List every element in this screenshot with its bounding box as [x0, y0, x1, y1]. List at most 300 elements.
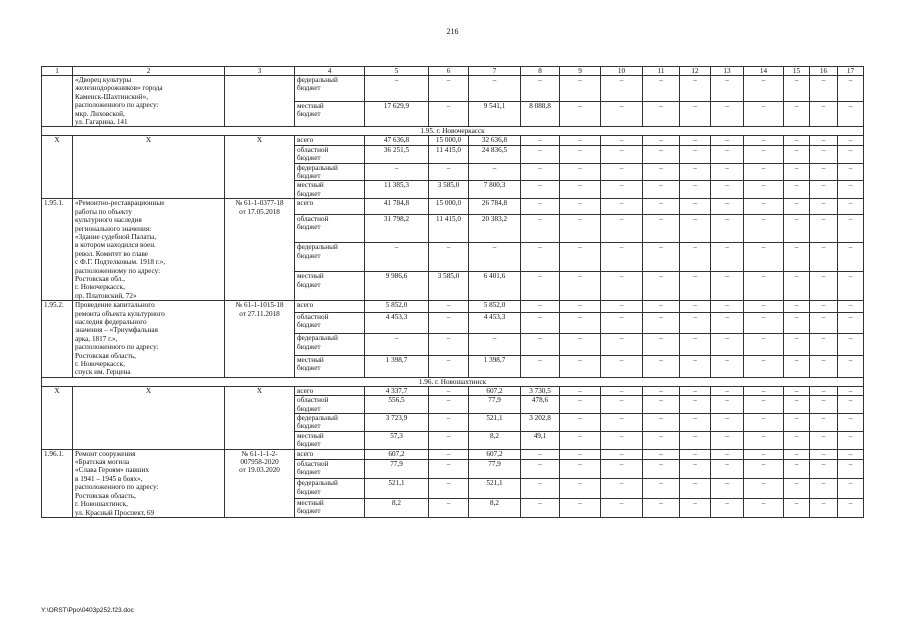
- amount-cell: –: [838, 163, 864, 181]
- amount-cell: –: [560, 498, 601, 517]
- amount-cell: 607,2: [365, 449, 429, 459]
- amount-cell: 20 383,2: [469, 214, 521, 243]
- expertise-document: X: [225, 386, 295, 449]
- amount-cell: 41 784,8: [365, 199, 429, 214]
- amount-cell: –: [838, 356, 864, 378]
- amount-cell: –: [560, 356, 601, 378]
- amount-cell: –: [784, 136, 810, 145]
- amount-cell: –: [744, 101, 784, 127]
- amount-cell: –: [838, 396, 864, 414]
- expertise-document: № 61-1-0377-18 от 17.05.2018: [225, 199, 295, 301]
- amount-cell: –: [521, 199, 560, 214]
- object-description: X: [73, 386, 225, 449]
- amount-cell: –: [643, 214, 680, 243]
- amount-cell: –: [601, 76, 643, 102]
- amount-cell: –: [744, 243, 784, 272]
- funding-source: областной бюджет: [295, 145, 365, 163]
- amount-cell: –: [560, 312, 601, 334]
- object-description: «Дворец культуры железнодорожников» города Каменск-Шахтинский», расположенного по адресу: мкр. Лиховской, ул. Гагарина, 141: [73, 76, 225, 127]
- amount-cell: –: [560, 76, 601, 102]
- funding-source: всего: [295, 199, 365, 214]
- amount-cell: –: [744, 199, 784, 214]
- amount-cell: –: [601, 199, 643, 214]
- amount-cell: –: [643, 243, 680, 272]
- amount-cell: –: [643, 356, 680, 378]
- amount-cell: –: [469, 243, 521, 272]
- amount-cell: –: [711, 334, 744, 356]
- funding-source: областной бюджет: [295, 396, 365, 414]
- amount-cell: –: [521, 449, 560, 459]
- section-header-row: [42, 377, 864, 386]
- amount-cell: –: [810, 163, 838, 181]
- amount-cell: 24 836,5: [469, 145, 521, 163]
- amount-cell: –: [601, 243, 643, 272]
- amount-cell: –: [680, 243, 711, 272]
- object-description: X: [73, 136, 225, 199]
- amount-cell: –: [810, 76, 838, 102]
- amount-cell: –: [680, 76, 711, 102]
- amount-cell: –: [810, 272, 838, 301]
- funding-source: всего: [295, 136, 365, 145]
- amount-cell: –: [838, 449, 864, 459]
- amount-cell: –: [680, 449, 711, 459]
- amount-cell: –: [784, 76, 810, 102]
- column-number: 8: [521, 67, 560, 76]
- amount-cell: –: [680, 272, 711, 301]
- amount-cell: –: [744, 386, 784, 395]
- amount-cell: –: [429, 386, 469, 395]
- amount-cell: –: [643, 396, 680, 414]
- amount-cell: –: [711, 243, 744, 272]
- amount-cell: –: [429, 301, 469, 312]
- amount-cell: –: [680, 301, 711, 312]
- amount-cell: –: [838, 479, 864, 498]
- amount-cell: –: [680, 181, 711, 199]
- amount-cell: 607,2: [469, 449, 521, 459]
- funding-source: федеральный бюджет: [295, 414, 365, 432]
- amount-cell: –: [601, 498, 643, 517]
- section-title: 1.95. г. Новочеркасск: [42, 127, 864, 136]
- funding-source: федеральный бюджет: [295, 76, 365, 102]
- amount-cell: –: [365, 76, 429, 102]
- file-path-footer: Y:\ORST\Ppo\0403p252.f23.doc: [41, 607, 134, 614]
- amount-cell: –: [680, 414, 711, 432]
- financing-table: [41, 66, 864, 518]
- column-number: 4: [295, 67, 365, 76]
- amount-cell: –: [560, 199, 601, 214]
- amount-cell: –: [744, 214, 784, 243]
- amount-cell: –: [429, 101, 469, 127]
- expertise-document: X: [225, 136, 295, 199]
- amount-cell: –: [744, 479, 784, 498]
- amount-cell: –: [601, 396, 643, 414]
- amount-cell: –: [680, 163, 711, 181]
- funding-source: федеральный бюджет: [295, 163, 365, 181]
- amount-cell: 31 798,2: [365, 214, 429, 243]
- amount-cell: –: [810, 312, 838, 334]
- funding-source: местный бюджет: [295, 272, 365, 301]
- amount-cell: –: [784, 479, 810, 498]
- amount-cell: –: [810, 145, 838, 163]
- amount-cell: –: [560, 414, 601, 432]
- amount-cell: –: [744, 76, 784, 102]
- funding-source: местный бюджет: [295, 431, 365, 449]
- amount-cell: –: [680, 199, 711, 214]
- amount-cell: –: [810, 396, 838, 414]
- amount-cell: –: [469, 163, 521, 181]
- amount-cell: –: [469, 334, 521, 356]
- amount-cell: –: [560, 459, 601, 478]
- amount-cell: –: [560, 479, 601, 498]
- amount-cell: –: [601, 414, 643, 432]
- amount-cell: –: [560, 101, 601, 127]
- amount-cell: –: [365, 334, 429, 356]
- item-number: X: [42, 136, 73, 199]
- funding-source: местный бюджет: [295, 356, 365, 378]
- amount-cell: –: [601, 101, 643, 127]
- expertise-document: № 61-1-1015-18 от 27.11.2018: [225, 301, 295, 378]
- amount-cell: –: [521, 243, 560, 272]
- amount-cell: –: [810, 181, 838, 199]
- amount-cell: 26 784,8: [469, 199, 521, 214]
- amount-cell: 9 986,6: [365, 272, 429, 301]
- amount-cell: 521,1: [469, 414, 521, 432]
- amount-cell: –: [711, 101, 744, 127]
- amount-cell: 57,3: [365, 431, 429, 449]
- amount-cell: –: [643, 414, 680, 432]
- amount-cell: –: [711, 356, 744, 378]
- column-number: 5: [365, 67, 429, 76]
- column-number: 2: [73, 67, 225, 76]
- amount-cell: –: [711, 431, 744, 449]
- section-title: 1.96. г. Новошахтинск: [42, 377, 864, 386]
- column-number: 13: [711, 67, 744, 76]
- funding-source: областной бюджет: [295, 312, 365, 334]
- amount-cell: –: [601, 459, 643, 478]
- amount-cell: –: [601, 181, 643, 199]
- amount-cell: –: [429, 356, 469, 378]
- amount-cell: –: [784, 459, 810, 478]
- amount-cell: –: [680, 101, 711, 127]
- table-row: [42, 136, 864, 145]
- item-number: X: [42, 386, 73, 449]
- amount-cell: –: [838, 386, 864, 395]
- amount-cell: –: [784, 272, 810, 301]
- amount-cell: –: [601, 214, 643, 243]
- amount-cell: –: [560, 272, 601, 301]
- amount-cell: 11 415,0: [429, 214, 469, 243]
- amount-cell: –: [560, 145, 601, 163]
- amount-cell: –: [711, 498, 744, 517]
- amount-cell: –: [560, 181, 601, 199]
- amount-cell: –: [643, 459, 680, 478]
- amount-cell: 32 636,8: [469, 136, 521, 145]
- amount-cell: –: [744, 301, 784, 312]
- column-number: 12: [680, 67, 711, 76]
- amount-cell: –: [810, 101, 838, 127]
- amount-cell: –: [744, 356, 784, 378]
- funding-source: федеральный бюджет: [295, 334, 365, 356]
- amount-cell: –: [680, 386, 711, 395]
- amount-cell: –: [643, 163, 680, 181]
- amount-cell: –: [521, 498, 560, 517]
- amount-cell: –: [744, 498, 784, 517]
- amount-cell: –: [521, 334, 560, 356]
- funding-source: всего: [295, 386, 365, 395]
- amount-cell: 8,2: [365, 498, 429, 517]
- amount-cell: –: [810, 431, 838, 449]
- amount-cell: –: [560, 301, 601, 312]
- amount-cell: –: [744, 449, 784, 459]
- amount-cell: –: [838, 459, 864, 478]
- amount-cell: –: [429, 414, 469, 432]
- amount-cell: 9 541,1: [469, 101, 521, 127]
- amount-cell: –: [601, 163, 643, 181]
- amount-cell: –: [429, 243, 469, 272]
- object-description: Ремонт сооружения «Братская могила «Слава Героям» павших в 1941 – 1945 в боях», расположенного по адресу: Ростовская область, г. Новошахтинск, ул. Красный Проспект, 69: [73, 449, 225, 517]
- amount-cell: –: [429, 431, 469, 449]
- amount-cell: –: [521, 356, 560, 378]
- amount-cell: 17 629,9: [365, 101, 429, 127]
- amount-cell: 8,2: [469, 498, 521, 517]
- amount-cell: –: [784, 145, 810, 163]
- amount-cell: –: [784, 414, 810, 432]
- amount-cell: –: [521, 145, 560, 163]
- amount-cell: –: [711, 163, 744, 181]
- column-number: 14: [744, 67, 784, 76]
- amount-cell: –: [560, 386, 601, 395]
- table-row: [42, 301, 864, 312]
- amount-cell: 15 000,0: [429, 199, 469, 214]
- amount-cell: –: [810, 214, 838, 243]
- funding-source: местный бюджет: [295, 498, 365, 517]
- amount-cell: –: [601, 431, 643, 449]
- amount-cell: 3 585,0: [429, 272, 469, 301]
- amount-cell: –: [711, 199, 744, 214]
- amount-cell: –: [810, 498, 838, 517]
- amount-cell: –: [680, 479, 711, 498]
- amount-cell: –: [838, 301, 864, 312]
- amount-cell: –: [810, 301, 838, 312]
- amount-cell: –: [680, 356, 711, 378]
- amount-cell: 4 337,7: [365, 386, 429, 395]
- amount-cell: –: [838, 181, 864, 199]
- amount-cell: 11 415,0: [429, 145, 469, 163]
- amount-cell: –: [521, 459, 560, 478]
- amount-cell: –: [810, 479, 838, 498]
- amount-cell: 36 251,5: [365, 145, 429, 163]
- amount-cell: 77,9: [365, 459, 429, 478]
- amount-cell: 3 202,8: [521, 414, 560, 432]
- amount-cell: –: [838, 145, 864, 163]
- amount-cell: –: [643, 199, 680, 214]
- amount-cell: –: [521, 76, 560, 102]
- amount-cell: 5 852,0: [365, 301, 429, 312]
- amount-cell: –: [601, 386, 643, 395]
- expertise-document: [225, 76, 295, 127]
- amount-cell: –: [810, 414, 838, 432]
- amount-cell: –: [711, 414, 744, 432]
- amount-cell: –: [784, 163, 810, 181]
- amount-cell: –: [643, 449, 680, 459]
- amount-cell: –: [744, 431, 784, 449]
- amount-cell: –: [643, 181, 680, 199]
- amount-cell: –: [560, 136, 601, 145]
- amount-cell: 11 385,3: [365, 181, 429, 199]
- amount-cell: –: [744, 396, 784, 414]
- amount-cell: –: [711, 181, 744, 199]
- amount-cell: –: [560, 334, 601, 356]
- amount-cell: –: [744, 459, 784, 478]
- amount-cell: –: [560, 163, 601, 181]
- amount-cell: –: [744, 163, 784, 181]
- amount-cell: –: [601, 136, 643, 145]
- amount-cell: –: [601, 334, 643, 356]
- amount-cell: –: [521, 312, 560, 334]
- funding-source: федеральный бюджет: [295, 479, 365, 498]
- amount-cell: 1 398,7: [469, 356, 521, 378]
- amount-cell: 3 723,9: [365, 414, 429, 432]
- amount-cell: –: [521, 136, 560, 145]
- amount-cell: –: [838, 243, 864, 272]
- amount-cell: –: [784, 301, 810, 312]
- amount-cell: –: [744, 181, 784, 199]
- amount-cell: –: [784, 449, 810, 459]
- amount-cell: –: [560, 449, 601, 459]
- amount-cell: –: [643, 76, 680, 102]
- page-number: 216: [446, 27, 459, 36]
- amount-cell: –: [560, 214, 601, 243]
- amount-cell: –: [601, 449, 643, 459]
- amount-cell: 15 000,0: [429, 136, 469, 145]
- expertise-document: № 61-1-1-2- 007958-2020 от 19.03.2020: [225, 449, 295, 517]
- amount-cell: –: [643, 136, 680, 145]
- amount-cell: 4 453,3: [469, 312, 521, 334]
- amount-cell: –: [429, 479, 469, 498]
- amount-cell: –: [810, 199, 838, 214]
- amount-cell: 77,9: [469, 459, 521, 478]
- amount-cell: –: [711, 301, 744, 312]
- column-number: 9: [560, 67, 601, 76]
- amount-cell: –: [838, 214, 864, 243]
- amount-cell: –: [429, 459, 469, 478]
- amount-cell: –: [601, 301, 643, 312]
- column-number: 3: [225, 67, 295, 76]
- amount-cell: –: [469, 76, 521, 102]
- amount-cell: –: [680, 145, 711, 163]
- amount-cell: –: [429, 334, 469, 356]
- amount-cell: –: [711, 214, 744, 243]
- amount-cell: –: [680, 459, 711, 478]
- column-number: 7: [469, 67, 521, 76]
- amount-cell: –: [744, 312, 784, 334]
- amount-cell: –: [643, 498, 680, 517]
- amount-cell: –: [838, 272, 864, 301]
- amount-cell: –: [711, 76, 744, 102]
- amount-cell: 49,1: [521, 431, 560, 449]
- amount-cell: –: [810, 243, 838, 272]
- amount-cell: –: [643, 479, 680, 498]
- amount-cell: –: [711, 136, 744, 145]
- amount-cell: –: [521, 301, 560, 312]
- amount-cell: –: [784, 199, 810, 214]
- amount-cell: 4 453,3: [365, 312, 429, 334]
- amount-cell: –: [744, 136, 784, 145]
- amount-cell: –: [784, 386, 810, 395]
- amount-cell: –: [784, 243, 810, 272]
- amount-cell: –: [601, 479, 643, 498]
- amount-cell: –: [838, 431, 864, 449]
- column-number: 17: [838, 67, 864, 76]
- amount-cell: –: [680, 334, 711, 356]
- table-row: [42, 449, 864, 459]
- funding-source: областной бюджет: [295, 214, 365, 243]
- amount-cell: –: [560, 431, 601, 449]
- amount-cell: –: [810, 356, 838, 378]
- amount-cell: –: [643, 145, 680, 163]
- amount-cell: –: [711, 459, 744, 478]
- funding-source: всего: [295, 301, 365, 312]
- amount-cell: –: [838, 199, 864, 214]
- amount-cell: –: [680, 312, 711, 334]
- amount-cell: –: [838, 136, 864, 145]
- amount-cell: –: [521, 214, 560, 243]
- amount-cell: –: [429, 312, 469, 334]
- amount-cell: –: [365, 163, 429, 181]
- amount-cell: –: [784, 214, 810, 243]
- amount-cell: –: [643, 334, 680, 356]
- amount-cell: –: [744, 272, 784, 301]
- column-number-row: [42, 67, 864, 76]
- amount-cell: –: [838, 498, 864, 517]
- amount-cell: –: [680, 431, 711, 449]
- funding-source: всего: [295, 449, 365, 459]
- amount-cell: –: [784, 356, 810, 378]
- amount-cell: –: [521, 181, 560, 199]
- amount-cell: –: [521, 479, 560, 498]
- amount-cell: –: [744, 414, 784, 432]
- amount-cell: –: [810, 386, 838, 395]
- amount-cell: –: [643, 386, 680, 395]
- amount-cell: –: [784, 101, 810, 127]
- amount-cell: 521,1: [469, 479, 521, 498]
- amount-cell: –: [784, 396, 810, 414]
- amount-cell: –: [744, 145, 784, 163]
- amount-cell: –: [744, 334, 784, 356]
- amount-cell: –: [643, 101, 680, 127]
- amount-cell: –: [680, 214, 711, 243]
- amount-cell: 5 852,0: [469, 301, 521, 312]
- amount-cell: 556,5: [365, 396, 429, 414]
- funding-source: федеральный бюджет: [295, 243, 365, 272]
- table-body: [42, 67, 864, 518]
- amount-cell: –: [784, 312, 810, 334]
- amount-cell: 3 730,5: [521, 386, 560, 395]
- amount-cell: –: [429, 498, 469, 517]
- amount-cell: –: [784, 181, 810, 199]
- amount-cell: –: [429, 163, 469, 181]
- table-row: [42, 199, 864, 214]
- amount-cell: –: [838, 76, 864, 102]
- amount-cell: 521,1: [365, 479, 429, 498]
- item-number: 1.95.2.: [42, 301, 73, 378]
- amount-cell: –: [711, 396, 744, 414]
- item-number: [42, 76, 73, 127]
- amount-cell: –: [810, 334, 838, 356]
- amount-cell: 77,9: [469, 396, 521, 414]
- item-number: 1.95.1.: [42, 199, 73, 301]
- amount-cell: –: [643, 272, 680, 301]
